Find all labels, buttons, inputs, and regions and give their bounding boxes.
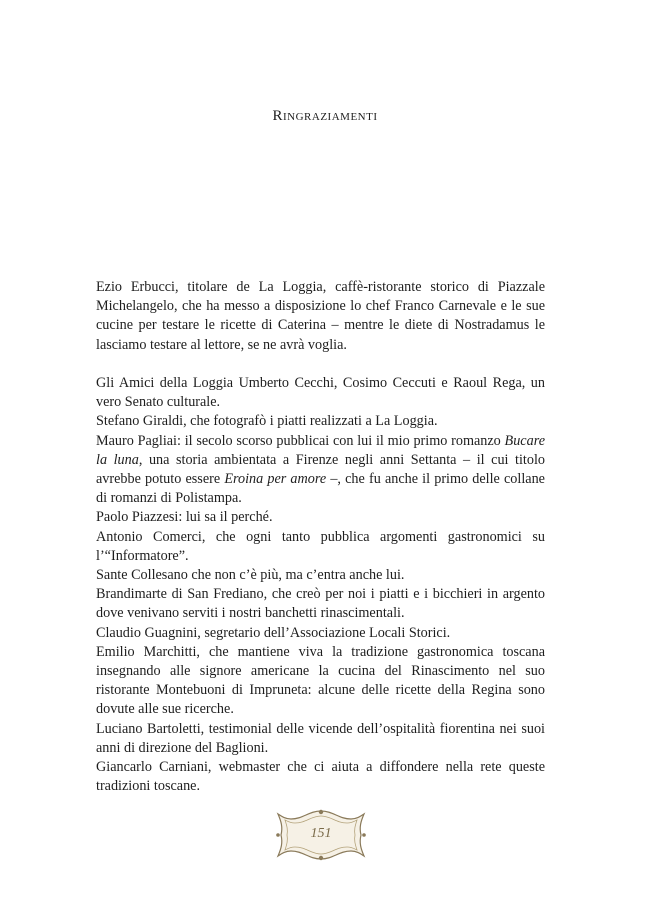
paragraph-gap [96,355,545,374]
paragraph-erbucci: Ezio Erbucci, titolare de La Loggia, caffè-ristorante storico di Piazzale Michelangelo, che ha messo a disposizione lo chef Franco Carnevale e le sue cucine per testare le ricette di Caterina – mentre le diete di Nostradamus le lasciamo testare al lettore, se ne avrà voglia. [96,279,545,353]
entry-pagliai-text-a: Mauro Pagliai: il secolo scorso pubblicai con lui il mio primo romanzo [96,432,505,449]
page-number-ornament [275,807,367,863]
entry-brandimarte: Brandimarte di San Frediano, che creò per noi i piatti e i bicchieri in argento dove venivano serviti i nostri banchetti rinascimentali. [96,586,545,622]
entry-carniani: Giancarlo Carniani, webmaster che ci aiuta a diffondere nella rete queste tradizioni toscane. [96,759,545,795]
entry-giraldi: Stefano Giraldi, che fotografò i piatti realizzati a La Loggia. [96,413,438,430]
entry-guagnini: Claudio Guagnini, segretario dell’Associazione Locali Storici. [96,624,451,641]
book-title-bucare-la-luna: Bucare la luna [96,432,545,468]
entry-piazzesi: Paolo Piazzesi: lui sa il perché. [96,509,273,526]
book-title-eroina-per-amore: Eroina per amore [224,471,327,488]
entry-collesano: Sante Collesano che non c’è più, ma c’entra anche lui. [96,567,405,584]
entry-marchitti: Emilio Marchitti, che mantiene viva la tradizione gastronomica toscana insegnando alle signore americane la cucina del Rinascimento nel suo ristorante Montebuoni di Impruneta: alcune delle ricette della Regina sono dovute alle sue ricerche. [96,643,545,718]
entry-pagliai-text-c: , una storia ambientata a Firenze negli anni Settanta – il cui titolo avrebbe potuto essere [96,451,545,488]
page-number: 151 [310,826,332,841]
page-title: Ringraziamenti [272,108,378,124]
entry-pagliai [96,432,545,509]
entry-amici: Gli Amici della Loggia Umberto Cecchi, Cosimo Ceccuti e Raoul Rega, un vero Senato culturale. [96,375,545,411]
entry-bartoletti: Luciano Bartoletti, testimonial delle vicende dell’ospitalità fiorentina nei suoi anni di direzione del Baglioni. [96,720,545,756]
acknowledgements-body [96,278,545,796]
entry-pagliai-text-e: –, che fu anche il primo delle collane di romanzi di Polistampa. [96,471,545,507]
entry-comerci: Antonio Comerci, che ogni tanto pubblica argomenti gastronomici su l’“Informatore”. [96,528,545,564]
